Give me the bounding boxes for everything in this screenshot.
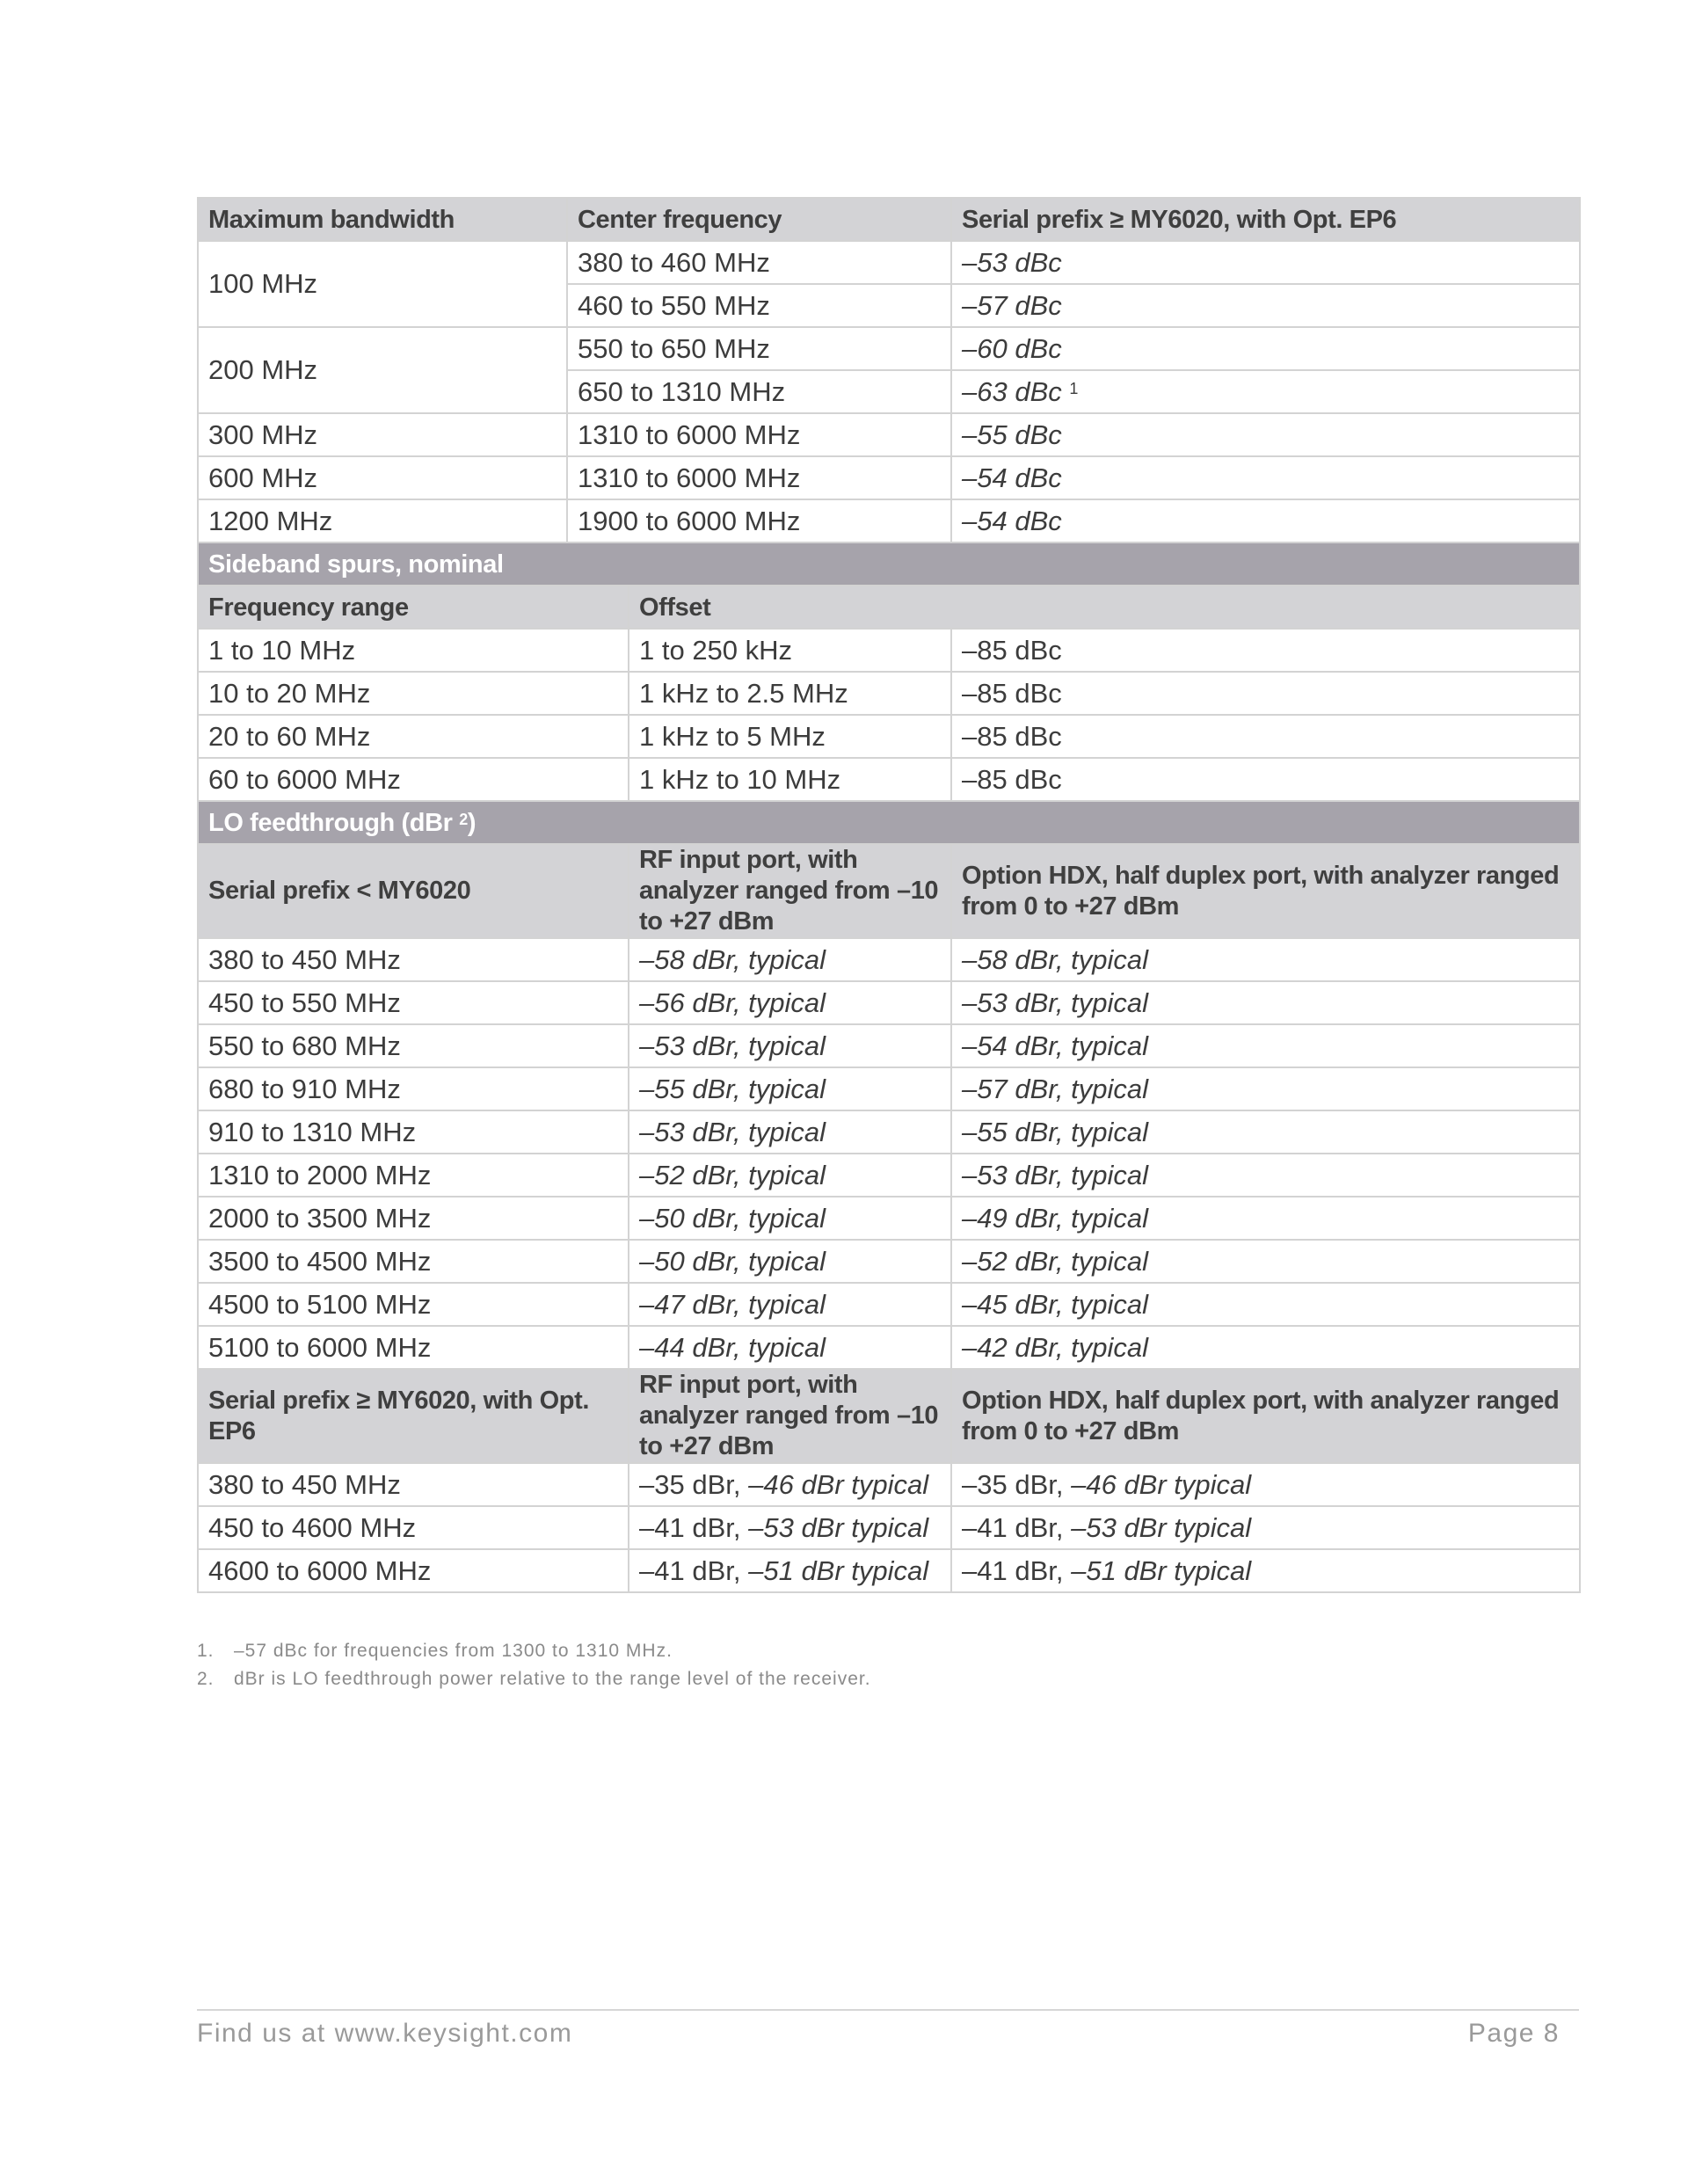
footnote-ref: 1 [1069,379,1079,397]
bandwidth-cell: 1200 MHz [198,499,567,542]
offset-cell: 1 to 250 kHz [629,629,951,672]
offset-cell: 1 kHz to 10 MHz [629,758,951,801]
frequency-cell: 380 to 450 MHz [198,938,629,981]
table-row [198,629,1580,672]
page-number: Page 8 [1467,2019,1560,2048]
table-row [198,1154,1580,1197]
section-title [198,801,1580,844]
typical-value: –51 dBr typical [1071,1554,1252,1586]
table-row [198,241,1580,284]
bandwidth-cell: 600 MHz [198,456,567,499]
footnotes [197,1637,871,1693]
hdx-value: –53 dBr, typical [951,981,1580,1024]
rf-input-value: –50 dBr, typical [629,1197,951,1240]
frequency-cell: 3500 to 4500 MHz [198,1240,629,1283]
value-cell: –60 dBc [951,327,1580,370]
typical-value: –53 dBr typical [748,1511,929,1543]
rf-input-value: –52 dBr, typical [629,1154,951,1197]
rf-input-value: –58 dBr, typical [629,938,951,981]
table-row [198,1549,1580,1592]
table-row [198,715,1580,758]
table-row [198,456,1580,499]
rf-input-value: –47 dBr, typical [629,1283,951,1326]
footnote [197,1637,871,1665]
table-row [198,758,1580,801]
header-hdx-port: Option HDX, half duplex port, with analyzer ranged from 0 to +27 dBm [951,1369,1580,1463]
bandwidth-cell: 100 MHz [198,241,567,327]
hdx-value: –42 dBr, typical [951,1326,1580,1369]
hdx-value: –54 dBr, typical [951,1024,1580,1067]
footnote-number: 1. [197,1641,215,1661]
table-row [198,1110,1580,1154]
offset-cell: 1 kHz to 2.5 MHz [629,672,951,715]
header-center-frequency: Center frequency [567,198,951,241]
footnote [197,1665,871,1693]
frequency-cell: 1900 to 6000 MHz [567,499,951,542]
rf-input-value: –53 dBr, typical [629,1024,951,1067]
value-cell: –54 dBc [951,456,1580,499]
table-row [198,1326,1580,1369]
value-text: –41 dBr, [962,1511,1064,1543]
typical-value: –53 dBr typical [1071,1511,1252,1543]
table-row [198,1197,1580,1240]
rf-input-value: –53 dBr, typical [629,1110,951,1154]
lo-rows-b [198,1463,1580,1592]
header-rf-input: RF input port, with analyzer ranged from –10 to +27 dBm [629,844,951,938]
table-row [198,327,1580,370]
frequency-cell: 450 to 4600 MHz [198,1506,629,1549]
frequency-cell: 1310 to 6000 MHz [567,413,951,456]
typical-value: –51 dBr typical [748,1554,929,1586]
rf-input-value: –55 dBr, typical [629,1067,951,1110]
rf-input-value [629,1549,951,1592]
footnote-number: 2. [197,1669,215,1689]
section-sideband [198,542,1580,586]
table-row [198,1283,1580,1326]
value-cell: –55 dBc [951,413,1580,456]
frequency-cell: 60 to 6000 MHz [198,758,629,801]
frequency-cell: 1310 to 6000 MHz [567,456,951,499]
frequency-cell: 380 to 450 MHz [198,1463,629,1506]
value-cell: –85 dBc [951,629,1580,672]
frequency-cell: 5100 to 6000 MHz [198,1326,629,1369]
value-cell: –85 dBc [951,758,1580,801]
value-cell: –85 dBc [951,672,1580,715]
rf-input-value: –44 dBr, typical [629,1326,951,1369]
value-cell [951,370,1580,413]
table-header-row [198,198,1580,241]
footnote-ref: 2 [459,810,468,828]
section-title-end: ) [467,808,477,837]
value-text: –35 dBr, [962,1468,1064,1500]
footnote-text: –57 dBc for frequencies from 1300 to 1310 MHz. [234,1641,673,1661]
header-max-bandwidth: Maximum bandwidth [198,198,567,241]
value-cell: –85 dBc [951,715,1580,758]
table-row [198,1506,1580,1549]
rf-input-value: –56 dBr, typical [629,981,951,1024]
frequency-cell: 1 to 10 MHz [198,629,629,672]
table-row [198,981,1580,1024]
header-serial-prefix: Serial prefix ≥ MY6020, with Opt. EP6 [951,198,1580,241]
bandwidth-cell: 200 MHz [198,327,567,413]
footnote-text: dBr is LO feedthrough power relative to the range level of the receiver. [234,1669,871,1689]
frequency-cell: 460 to 550 MHz [567,284,951,327]
header-frequency-range: Frequency range [198,586,629,629]
footer-divider [197,2009,1579,2011]
frequency-cell: 1310 to 2000 MHz [198,1154,629,1197]
typical-value: –46 dBr typical [748,1468,929,1500]
table-header-row [198,1369,1580,1463]
table-row [198,1067,1580,1110]
table-row [198,938,1580,981]
frequency-cell: 910 to 1310 MHz [198,1110,629,1154]
section-title: Sideband spurs, nominal [198,542,1580,586]
rf-input-value [629,1506,951,1549]
frequency-cell: 20 to 60 MHz [198,715,629,758]
hdx-value: –57 dBr, typical [951,1067,1580,1110]
value-text: –41 dBr, [962,1554,1064,1586]
hdx-value: –53 dBr, typical [951,1154,1580,1197]
table-row [198,1024,1580,1067]
bandwidth-cell: 300 MHz [198,413,567,456]
hdx-value: –45 dBr, typical [951,1283,1580,1326]
hdx-value [951,1506,1580,1549]
value-cell: –57 dBc [951,284,1580,327]
frequency-cell: 650 to 1310 MHz [567,370,951,413]
hdx-value: –58 dBr, typical [951,938,1580,981]
section-title-text: LO feedthrough (dBr [208,808,453,837]
frequency-cell: 680 to 910 MHz [198,1067,629,1110]
value-cell: –53 dBc [951,241,1580,284]
hdx-value [951,1549,1580,1592]
table-row [198,1463,1580,1506]
frequency-cell: 380 to 460 MHz [567,241,951,284]
frequency-cell: 10 to 20 MHz [198,672,629,715]
hdx-value: –49 dBr, typical [951,1197,1580,1240]
hdx-value: –52 dBr, typical [951,1240,1580,1283]
rf-input-value: –50 dBr, typical [629,1240,951,1283]
header-offset: Offset [629,586,1580,629]
frequency-cell: 4600 to 6000 MHz [198,1549,629,1592]
value-cell: –54 dBc [951,499,1580,542]
frequency-cell: 2000 to 3500 MHz [198,1197,629,1240]
value-text: –35 dBr, [639,1468,741,1500]
table-row [198,1240,1580,1283]
frequency-cell: 550 to 680 MHz [198,1024,629,1067]
header-rf-input: RF input port, with analyzer ranged from –10 to +27 dBm [629,1369,951,1463]
frequency-cell: 4500 to 5100 MHz [198,1283,629,1326]
table-row [198,672,1580,715]
lo-rows-a [198,938,1580,1369]
hdx-value [951,1463,1580,1506]
typical-value: –46 dBr typical [1071,1468,1252,1500]
table-header-row [198,844,1580,938]
spec-table [197,197,1581,1593]
value-text: –41 dBr, [639,1511,741,1543]
value-text: –41 dBr, [639,1554,741,1586]
offset-cell: 1 kHz to 5 MHz [629,715,951,758]
frequency-cell: 550 to 650 MHz [567,327,951,370]
hdx-value: –55 dBr, typical [951,1110,1580,1154]
table-header-row [198,586,1580,629]
footer-website: Find us at www.keysight.com [197,2019,573,2048]
header-serial-prefix-b: Serial prefix ≥ MY6020, with Opt. EP6 [198,1369,629,1463]
value-text: –63 dBc [962,375,1062,407]
header-hdx-port: Option HDX, half duplex port, with analyzer ranged from 0 to +27 dBm [951,844,1580,938]
frequency-cell: 450 to 550 MHz [198,981,629,1024]
header-serial-prefix-a: Serial prefix < MY6020 [198,844,629,938]
rf-input-value [629,1463,951,1506]
table-row [198,499,1580,542]
table-row [198,413,1580,456]
section-lo-feedthrough [198,801,1580,844]
